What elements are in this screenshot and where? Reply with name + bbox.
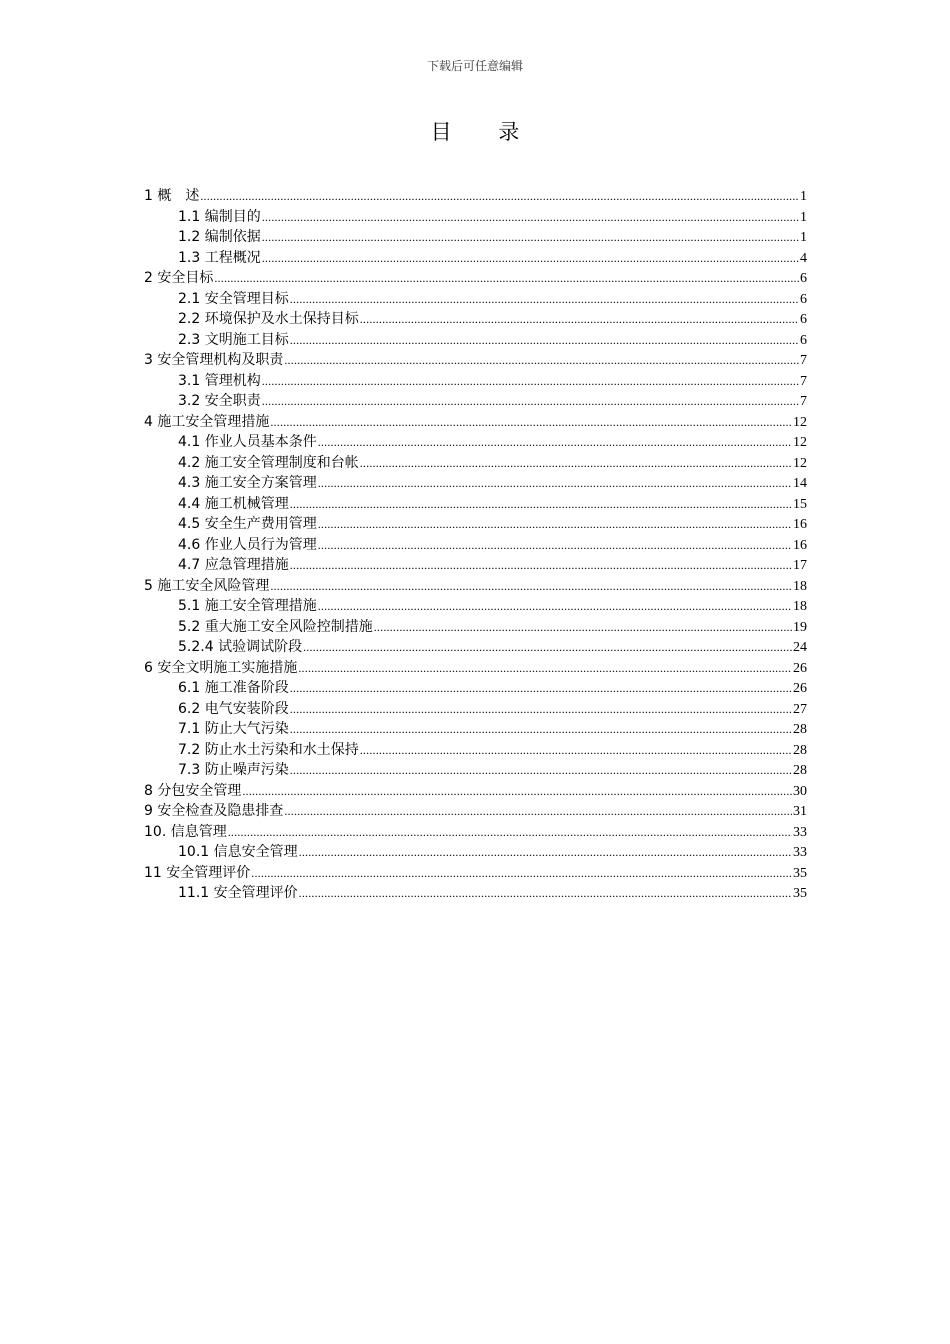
toc-leader-dots [290,289,799,310]
toc-entry-page: 19 [793,619,807,635]
toc-entry[interactable] [144,371,807,392]
toc-entry[interactable] [144,719,807,740]
toc-entry[interactable] [144,186,807,207]
toc-entry-page: 1 [800,230,807,245]
toc-leader-dots [214,268,799,289]
toc-entry-title: 11 安全管理评价 [144,864,251,881]
toc-entry-page: 1 [800,189,807,204]
toc-entry-title: 1.1 编制目的 [178,208,261,225]
toc-leader-dots [262,207,799,228]
toc-entry-page: 26 [793,660,807,676]
toc-leader-dots [360,309,799,330]
toc-entry-page: 18 [793,578,807,594]
toc-entry-title: 3.2 安全职责 [178,393,261,409]
toc-entry-title: 3.1 管理机构 [178,372,261,389]
toc-leader-dots [290,719,792,740]
toc-entry-title: 3 安全管理机构及职责 [144,352,284,368]
toc-entry-page: 14 [793,476,807,491]
toc-entry[interactable] [144,678,807,699]
toc-leader-dots [298,658,792,679]
toc-entry-page: 35 [793,865,807,881]
toc-entry[interactable] [144,494,807,515]
page-title: 目 录 [430,120,540,144]
toc-leader-dots [200,186,799,207]
toc-leader-dots [284,350,799,371]
toc-entry[interactable] [144,309,807,330]
toc-entry[interactable] [144,863,807,884]
toc-entry[interactable] [144,576,807,597]
toc-entry[interactable] [144,781,807,802]
toc-leader-dots [262,371,799,392]
toc-entry-title: 1.2 编制依据 [178,229,261,245]
toc-leader-dots [284,801,792,822]
toc-entry[interactable] [144,883,807,904]
toc-entry-title: 11.1 安全管理评价 [178,885,298,901]
toc-entry-page: 35 [793,886,807,901]
toc-entry-title: 6.1 施工准备阶段 [178,680,289,696]
toc-leader-dots [290,678,792,699]
toc-leader-dots [270,412,792,433]
toc-leader-dots [290,494,792,515]
toc-entry-title: 9 安全检查及隐患排查 [144,803,284,819]
toc-entry-page: 6 [800,332,807,348]
toc-leader-dots [318,473,792,494]
toc-entry[interactable] [144,740,807,761]
toc-entry[interactable] [144,432,807,453]
toc-entry-page: 31 [793,804,807,819]
toc-entry[interactable] [144,391,807,412]
toc-entry-page: 6 [800,312,807,327]
toc-entry-page: 6 [800,271,807,286]
toc-leader-dots [242,781,792,802]
toc-entry-page: 33 [793,845,807,860]
toc-entry-page: 26 [793,681,807,696]
toc-entry-title: 7.2 防止水土污染和水土保持 [178,741,359,758]
toc-leader-dots [318,514,792,535]
toc-entry-page: 30 [793,783,807,799]
toc-entry[interactable] [144,535,807,556]
toc-entry-page: 7 [800,353,807,368]
toc-entry-page: 16 [793,537,807,553]
toc-entry-title: 4.4 施工机械管理 [178,495,289,512]
toc-leader-dots [318,535,792,556]
toc-entry[interactable] [144,842,807,863]
toc-entry[interactable] [144,289,807,310]
toc-entry[interactable] [144,801,807,822]
toc-entry-page: 7 [800,373,807,389]
toc-entry-page: 16 [793,517,807,532]
toc-entry[interactable] [144,658,807,679]
toc-entry-title: 2.2 环境保护及水土保持目标 [178,311,359,327]
toc-entry[interactable] [144,617,807,638]
toc-entry[interactable] [144,350,807,371]
toc-leader-dots [251,863,792,884]
toc-entry-page: 7 [800,394,807,409]
toc-entry[interactable] [144,760,807,781]
toc-entry-title: 6.2 电气安装阶段 [178,700,289,717]
toc-entry[interactable] [144,227,807,248]
toc-entry-page: 6 [800,291,807,307]
toc-entry-title: 4.3 施工安全方案管理 [178,475,317,491]
toc-leader-dots [290,699,792,720]
toc-entry-title: 2.3 文明施工目标 [178,331,289,348]
toc-leader-dots [374,617,792,638]
toc-leader-dots [360,453,792,474]
toc-entry-title: 4.7 应急管理措施 [178,557,289,573]
toc-entry-page: 33 [793,824,807,840]
toc-leader-dots [262,248,799,269]
toc-entry-title: 8 分包安全管理 [144,782,242,799]
toc-entry-page: 27 [793,701,807,717]
toc-entry-title: 4.1 作业人员基本条件 [178,434,317,450]
toc-entry-title: 5 施工安全风险管理 [144,577,270,594]
toc-entry-title: 10. 信息管理 [144,823,227,840]
toc-entry-page: 24 [793,640,807,655]
toc-entry-title: 5.2 重大施工安全风险控制措施 [178,618,373,635]
toc-leader-dots [299,883,792,904]
toc-entry[interactable] [144,514,807,535]
toc-entry-title: 1.3 工程概况 [178,249,261,266]
toc-entry-title: 2.1 安全管理目标 [178,290,289,307]
toc-entry-page: 1 [800,209,807,225]
toc-leader-dots [299,842,792,863]
toc-entry-title: 10.1 信息安全管理 [178,844,298,860]
toc-leader-dots [228,822,792,843]
toc-leader-dots [290,330,799,351]
toc-leader-dots [290,555,792,576]
toc-entry-title: 5.1 施工安全管理措施 [178,598,317,614]
toc-leader-dots [262,391,799,412]
toc-entry-page: 12 [793,414,807,430]
toc-entry-page: 18 [793,599,807,614]
toc-entry[interactable] [144,555,807,576]
toc-entry[interactable] [144,330,807,351]
toc-entry-title: 5.2.4 试验调试阶段 [178,639,303,655]
toc-entry[interactable] [144,822,807,843]
toc-entry-title: 7.3 防止噪声污染 [178,762,289,778]
toc-entry-title: 2 安全目标 [144,270,214,286]
toc-entry-title: 1 概 述 [144,188,200,204]
toc-entry-page: 4 [800,250,807,266]
toc-leader-dots [360,740,792,761]
toc-entry[interactable] [144,596,807,617]
toc-entry-title: 4 施工安全管理措施 [144,413,270,430]
toc-entry-title: 4.6 作业人员行为管理 [178,536,317,553]
toc-entry[interactable] [144,412,807,433]
toc-entry-page: 28 [793,742,807,758]
table-of-contents [144,186,807,904]
toc-entry-title: 6 安全文明施工实施措施 [144,659,298,676]
toc-entry-page: 12 [793,455,807,471]
toc-leader-dots [318,432,792,453]
toc-entry-page: 28 [793,722,807,737]
toc-entry[interactable] [144,453,807,474]
toc-entry[interactable] [144,473,807,494]
toc-entry-title: 7.1 防止大气污染 [178,721,289,737]
page-header: 下载后可任意编辑 [426,59,523,73]
toc-leader-dots [270,576,792,597]
toc-entry-title: 4.5 安全生产费用管理 [178,516,317,532]
toc-entry-page: 28 [793,763,807,778]
toc-leader-dots [262,227,799,248]
toc-entry-page: 17 [793,558,807,573]
toc-entry-page: 12 [793,435,807,450]
toc-entry[interactable] [144,699,807,720]
toc-entry[interactable] [144,207,807,228]
toc-entry[interactable] [144,248,807,269]
toc-entry[interactable] [144,637,807,658]
toc-entry[interactable] [144,268,807,289]
toc-entry-page: 15 [793,496,807,512]
toc-leader-dots [303,637,792,658]
toc-entry-title: 4.2 施工安全管理制度和台帐 [178,454,359,471]
toc-leader-dots [318,596,792,617]
toc-leader-dots [290,760,792,781]
